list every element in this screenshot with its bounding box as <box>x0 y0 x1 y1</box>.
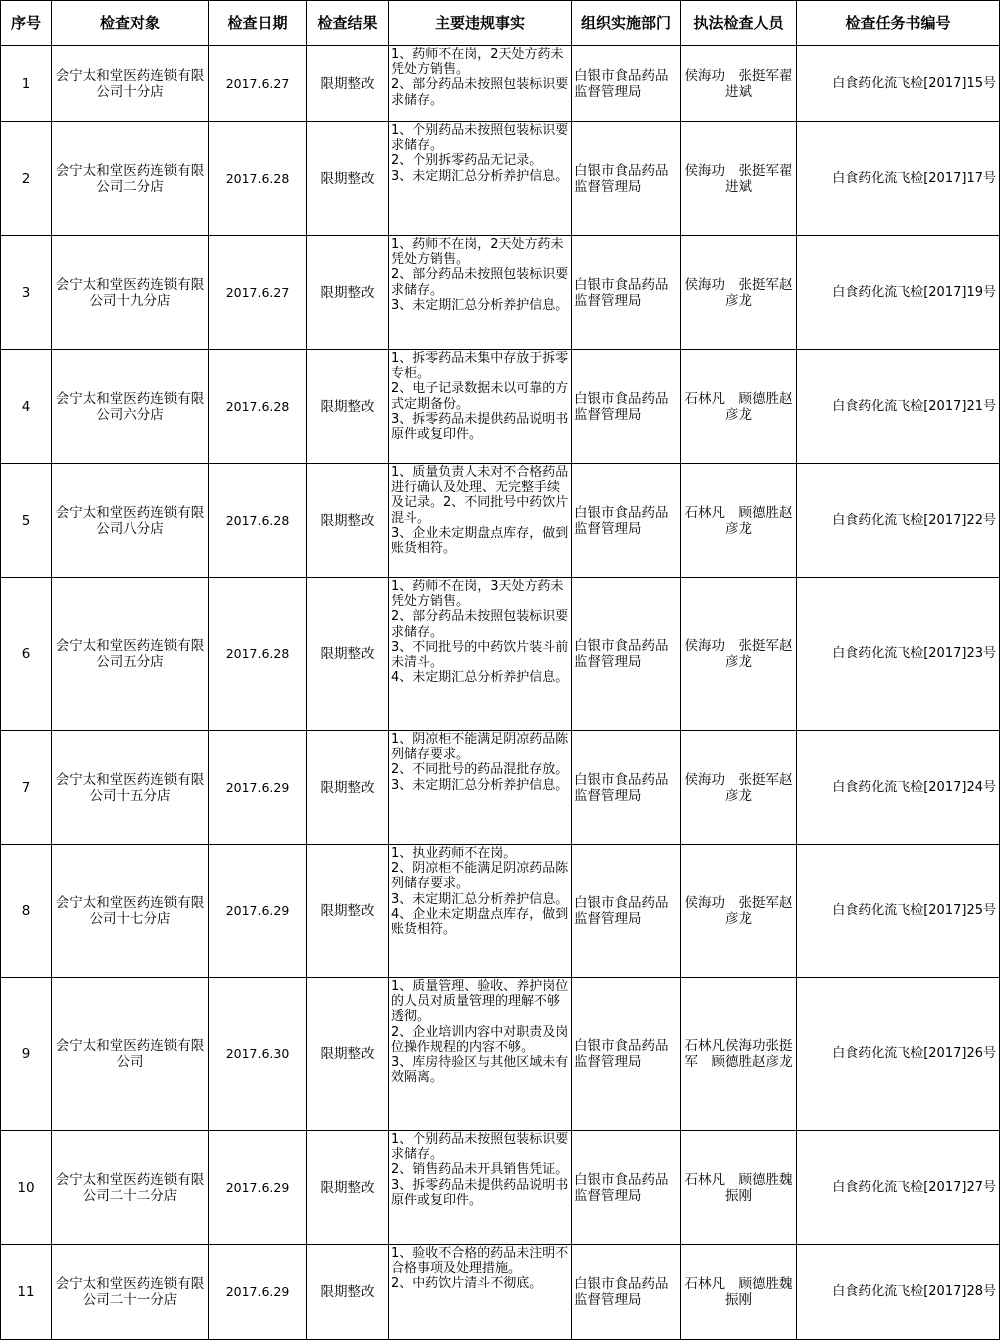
row-number: 5 <box>1 464 52 578</box>
violation-fact-item: 2、阴凉柜不能满足阴凉药品陈列储存要求。 <box>391 861 569 892</box>
task-number: 白食药化流飞检[2017]26号 <box>797 978 1000 1131</box>
table-body <box>1 46 1000 1340</box>
row-number: 6 <box>1 578 52 731</box>
row-number: 9 <box>1 978 52 1131</box>
task-number: 白食药化流飞检[2017]27号 <box>797 1131 1000 1245</box>
violation-fact-item: 2、部分药品未按照包装标识要求储存。 <box>391 77 569 108</box>
inspection-result: 限期整改 <box>307 978 389 1131</box>
row-number: 7 <box>1 731 52 845</box>
task-number: 白食药化流飞检[2017]25号 <box>797 845 1000 978</box>
inspection-result: 限期整改 <box>307 1245 389 1340</box>
inspection-result: 限期整改 <box>307 46 389 122</box>
inspection-result: 限期整改 <box>307 731 389 845</box>
implementing-department: 白银市食品药品监督管理局 <box>572 46 681 122</box>
violation-fact-item: 3、未定期汇总分析养护信息。 <box>391 777 569 793</box>
violation-fact-item: 3、未定期汇总分析养护信息。 <box>391 891 569 907</box>
violation-facts <box>389 978 572 1131</box>
inspectors: 侯海功 张挺军赵彦龙 <box>681 845 797 978</box>
header-date: 检查日期 <box>209 1 307 46</box>
violation-fact-item: 4、企业未定期盘点库存，做到账货相符。 <box>391 906 569 938</box>
violation-fact-item: 1、阴凉柜不能满足阴凉药品陈列储存要求。 <box>391 732 569 763</box>
inspectors: 侯海功 张挺军赵彦龙 <box>681 236 797 350</box>
table-row <box>1 845 1000 978</box>
row-number: 8 <box>1 845 52 978</box>
table-row <box>1 731 1000 845</box>
inspection-result: 限期整改 <box>307 122 389 236</box>
violation-fact-item: 2、个别拆零药品无记录。 <box>391 153 543 169</box>
task-number: 白食药化流飞检[2017]28号 <box>797 1245 1000 1340</box>
implementing-department: 白银市食品药品监督管理局 <box>572 236 681 350</box>
violation-fact-item: 2、不同批号的药品混批存放。 <box>391 762 569 778</box>
violation-fact-item: 3、拆零药品未提供药品说明书原件或复印件。 <box>391 411 569 443</box>
header-task: 检查任务书编号 <box>797 1 1000 46</box>
implementing-department: 白银市食品药品监督管理局 <box>572 122 681 236</box>
inspection-target: 会宁太和堂医药连锁有限公司二分店 <box>52 122 209 236</box>
inspection-target: 会宁太和堂医药连锁有限公司八分店 <box>52 464 209 578</box>
task-number: 白食药化流飞检[2017]22号 <box>797 464 1000 578</box>
violation-fact-item: 2、销售药品未开具销售凭证。 <box>391 1162 569 1178</box>
inspection-result: 限期整改 <box>307 845 389 978</box>
violation-facts <box>389 731 572 845</box>
inspectors: 石林凡侯海功张挺军 顾德胜赵彦龙 <box>681 978 797 1131</box>
inspectors: 石林凡 顾德胜魏振刚 <box>681 1245 797 1340</box>
violation-facts <box>389 46 572 122</box>
inspection-date: 2017.6.28 <box>209 464 307 578</box>
header-target: 检查对象 <box>52 1 209 46</box>
table-row <box>1 236 1000 350</box>
violation-fact-item: 3、不同批号的中药饮片装斗前未清斗。 <box>391 639 569 671</box>
inspection-result: 限期整改 <box>307 350 389 464</box>
implementing-department: 白银市食品药品监督管理局 <box>572 578 681 731</box>
violation-fact-item: 1、药师不在岗，2天处方药未凭处方销售。 <box>391 47 564 78</box>
violation-facts <box>389 122 572 236</box>
task-number: 白食药化流飞检[2017]19号 <box>797 236 1000 350</box>
inspection-date: 2017.6.28 <box>209 578 307 731</box>
violation-fact-item: 3、拆零药品未提供药品说明书原件或复印件。 <box>391 1177 569 1208</box>
violation-fact-item: 4、未定期汇总分析养护信息。 <box>391 670 569 686</box>
implementing-department: 白银市食品药品监督管理局 <box>572 1131 681 1245</box>
violation-fact-item: 1、药师不在岗，3天处方药未凭处方销售。 <box>391 579 564 610</box>
inspectors: 侯海功 张挺军赵彦龙 <box>681 731 797 845</box>
inspection-target: 会宁太和堂医药连锁有限公司六分店 <box>52 350 209 464</box>
violation-fact-item: 1、执业药师不在岗。 <box>391 846 517 861</box>
violation-facts <box>389 1131 572 1245</box>
inspection-date: 2017.6.30 <box>209 978 307 1131</box>
header-result: 检查结果 <box>307 1 389 46</box>
inspectors: 石林凡 顾德胜魏振刚 <box>681 1131 797 1245</box>
inspection-result: 限期整改 <box>307 236 389 350</box>
table-row <box>1 1131 1000 1245</box>
header-no: 序号 <box>1 1 52 46</box>
row-number: 4 <box>1 350 52 464</box>
row-number: 11 <box>1 1245 52 1340</box>
row-number: 1 <box>1 46 52 122</box>
violation-facts <box>389 464 572 578</box>
inspection-result: 限期整改 <box>307 1131 389 1245</box>
header-row <box>1 1 1000 46</box>
table-row <box>1 1245 1000 1340</box>
implementing-department: 白银市食品药品监督管理局 <box>572 845 681 978</box>
task-number: 白食药化流飞检[2017]17号 <box>797 122 1000 236</box>
task-number: 白食药化流飞检[2017]24号 <box>797 731 1000 845</box>
inspectors: 侯海功 张挺军翟进斌 <box>681 122 797 236</box>
table-row <box>1 464 1000 578</box>
violation-fact-item: 3、未定期汇总分析养护信息。 <box>391 297 569 313</box>
implementing-department: 白银市食品药品监督管理局 <box>572 731 681 845</box>
inspectors: 石林凡 顾德胜赵彦龙 <box>681 464 797 578</box>
inspection-date: 2017.6.29 <box>209 731 307 845</box>
violation-fact-item: 1、拆零药品未集中存放于拆零专柜。 <box>391 351 569 382</box>
row-number: 3 <box>1 236 52 350</box>
inspectors: 侯海功 张挺军赵彦龙 <box>681 578 797 731</box>
violation-fact-item: 2、电子记录数据未以可靠的方式定期备份。 <box>391 381 569 412</box>
inspection-date: 2017.6.29 <box>209 845 307 978</box>
inspection-date: 2017.6.27 <box>209 46 307 122</box>
header-facts: 主要违规事实 <box>389 1 572 46</box>
task-number: 白食药化流飞检[2017]23号 <box>797 578 1000 731</box>
table-row <box>1 578 1000 731</box>
inspectors: 侯海功 张挺军翟进斌 <box>681 46 797 122</box>
inspection-date: 2017.6.28 <box>209 350 307 464</box>
inspection-target: 会宁太和堂医药连锁有限公司 <box>52 978 209 1131</box>
violation-fact-item: 1、质量负责人未对不合格药品进行确认及处理、无完整手续及记录。2、不同批号中药饮片混斗。 <box>391 465 569 526</box>
inspection-result: 限期整改 <box>307 464 389 578</box>
inspectors: 石林凡 顾德胜赵彦龙 <box>681 350 797 464</box>
task-number: 白食药化流飞检[2017]21号 <box>797 350 1000 464</box>
violation-fact-item: 2、企业培训内容中对职责及岗位操作规程的内容不够。 <box>391 1024 569 1055</box>
violation-fact-item: 3、库房待验区与其他区域未有效隔离。 <box>391 1055 569 1086</box>
violation-fact-item: 3、未定期汇总分析养护信息。 <box>391 168 569 184</box>
inspection-date: 2017.6.27 <box>209 236 307 350</box>
violation-fact-item: 2、中药饮片清斗不彻底。 <box>391 1276 543 1292</box>
implementing-department: 白银市食品药品监督管理局 <box>572 350 681 464</box>
violation-facts <box>389 1245 572 1340</box>
inspection-date: 2017.6.28 <box>209 122 307 236</box>
inspection-date: 2017.6.29 <box>209 1131 307 1245</box>
implementing-department: 白银市食品药品监督管理局 <box>572 1245 681 1340</box>
inspection-result: 限期整改 <box>307 578 389 731</box>
row-number: 2 <box>1 122 52 236</box>
violation-fact-item: 1、质量管理、验收、养护岗位的人员对质量管理的理解不够透彻。 <box>391 979 569 1025</box>
table-row <box>1 350 1000 464</box>
inspection-target: 会宁太和堂医药连锁有限公司二十一分店 <box>52 1245 209 1340</box>
header-dept: 组织实施部门 <box>572 1 681 46</box>
violation-fact-item: 2、部分药品未按照包装标识要求储存。 <box>391 609 569 640</box>
table-row <box>1 978 1000 1131</box>
inspection-target: 会宁太和堂医药连锁有限公司十七分店 <box>52 845 209 978</box>
table-row <box>1 122 1000 236</box>
header-inspectors: 执法检查人员 <box>681 1 797 46</box>
violation-fact-item: 2、部分药品未按照包装标识要求储存。 <box>391 267 569 298</box>
violation-facts <box>389 350 572 464</box>
violation-fact-item: 1、个别药品未按照包装标识要求储存。 <box>391 123 569 154</box>
task-number: 白食药化流飞检[2017]15号 <box>797 46 1000 122</box>
inspection-target: 会宁太和堂医药连锁有限公司十分店 <box>52 46 209 122</box>
inspection-target: 会宁太和堂医药连锁有限公司十九分店 <box>52 236 209 350</box>
implementing-department: 白银市食品药品监督管理局 <box>572 464 681 578</box>
table-row <box>1 46 1000 122</box>
inspection-target: 会宁太和堂医药连锁有限公司十五分店 <box>52 731 209 845</box>
inspection-target: 会宁太和堂医药连锁有限公司二十二分店 <box>52 1131 209 1245</box>
violation-fact-item: 1、药师不在岗，2天处方药未凭处方销售。 <box>391 237 564 268</box>
violation-fact-item: 1、验收不合格的药品未注明不合格事项及处理措施。 <box>391 1246 569 1277</box>
inspection-target: 会宁太和堂医药连锁有限公司五分店 <box>52 578 209 731</box>
violation-fact-item: 3、企业未定期盘点库存，做到账货相符。 <box>391 525 569 557</box>
row-number: 10 <box>1 1131 52 1245</box>
violation-facts <box>389 578 572 731</box>
violation-facts <box>389 845 572 978</box>
inspection-date: 2017.6.29 <box>209 1245 307 1340</box>
violation-fact-item: 1、个别药品未按照包装标识要求储存。 <box>391 1132 569 1163</box>
implementing-department: 白银市食品药品监督管理局 <box>572 978 681 1131</box>
violation-facts <box>389 236 572 350</box>
